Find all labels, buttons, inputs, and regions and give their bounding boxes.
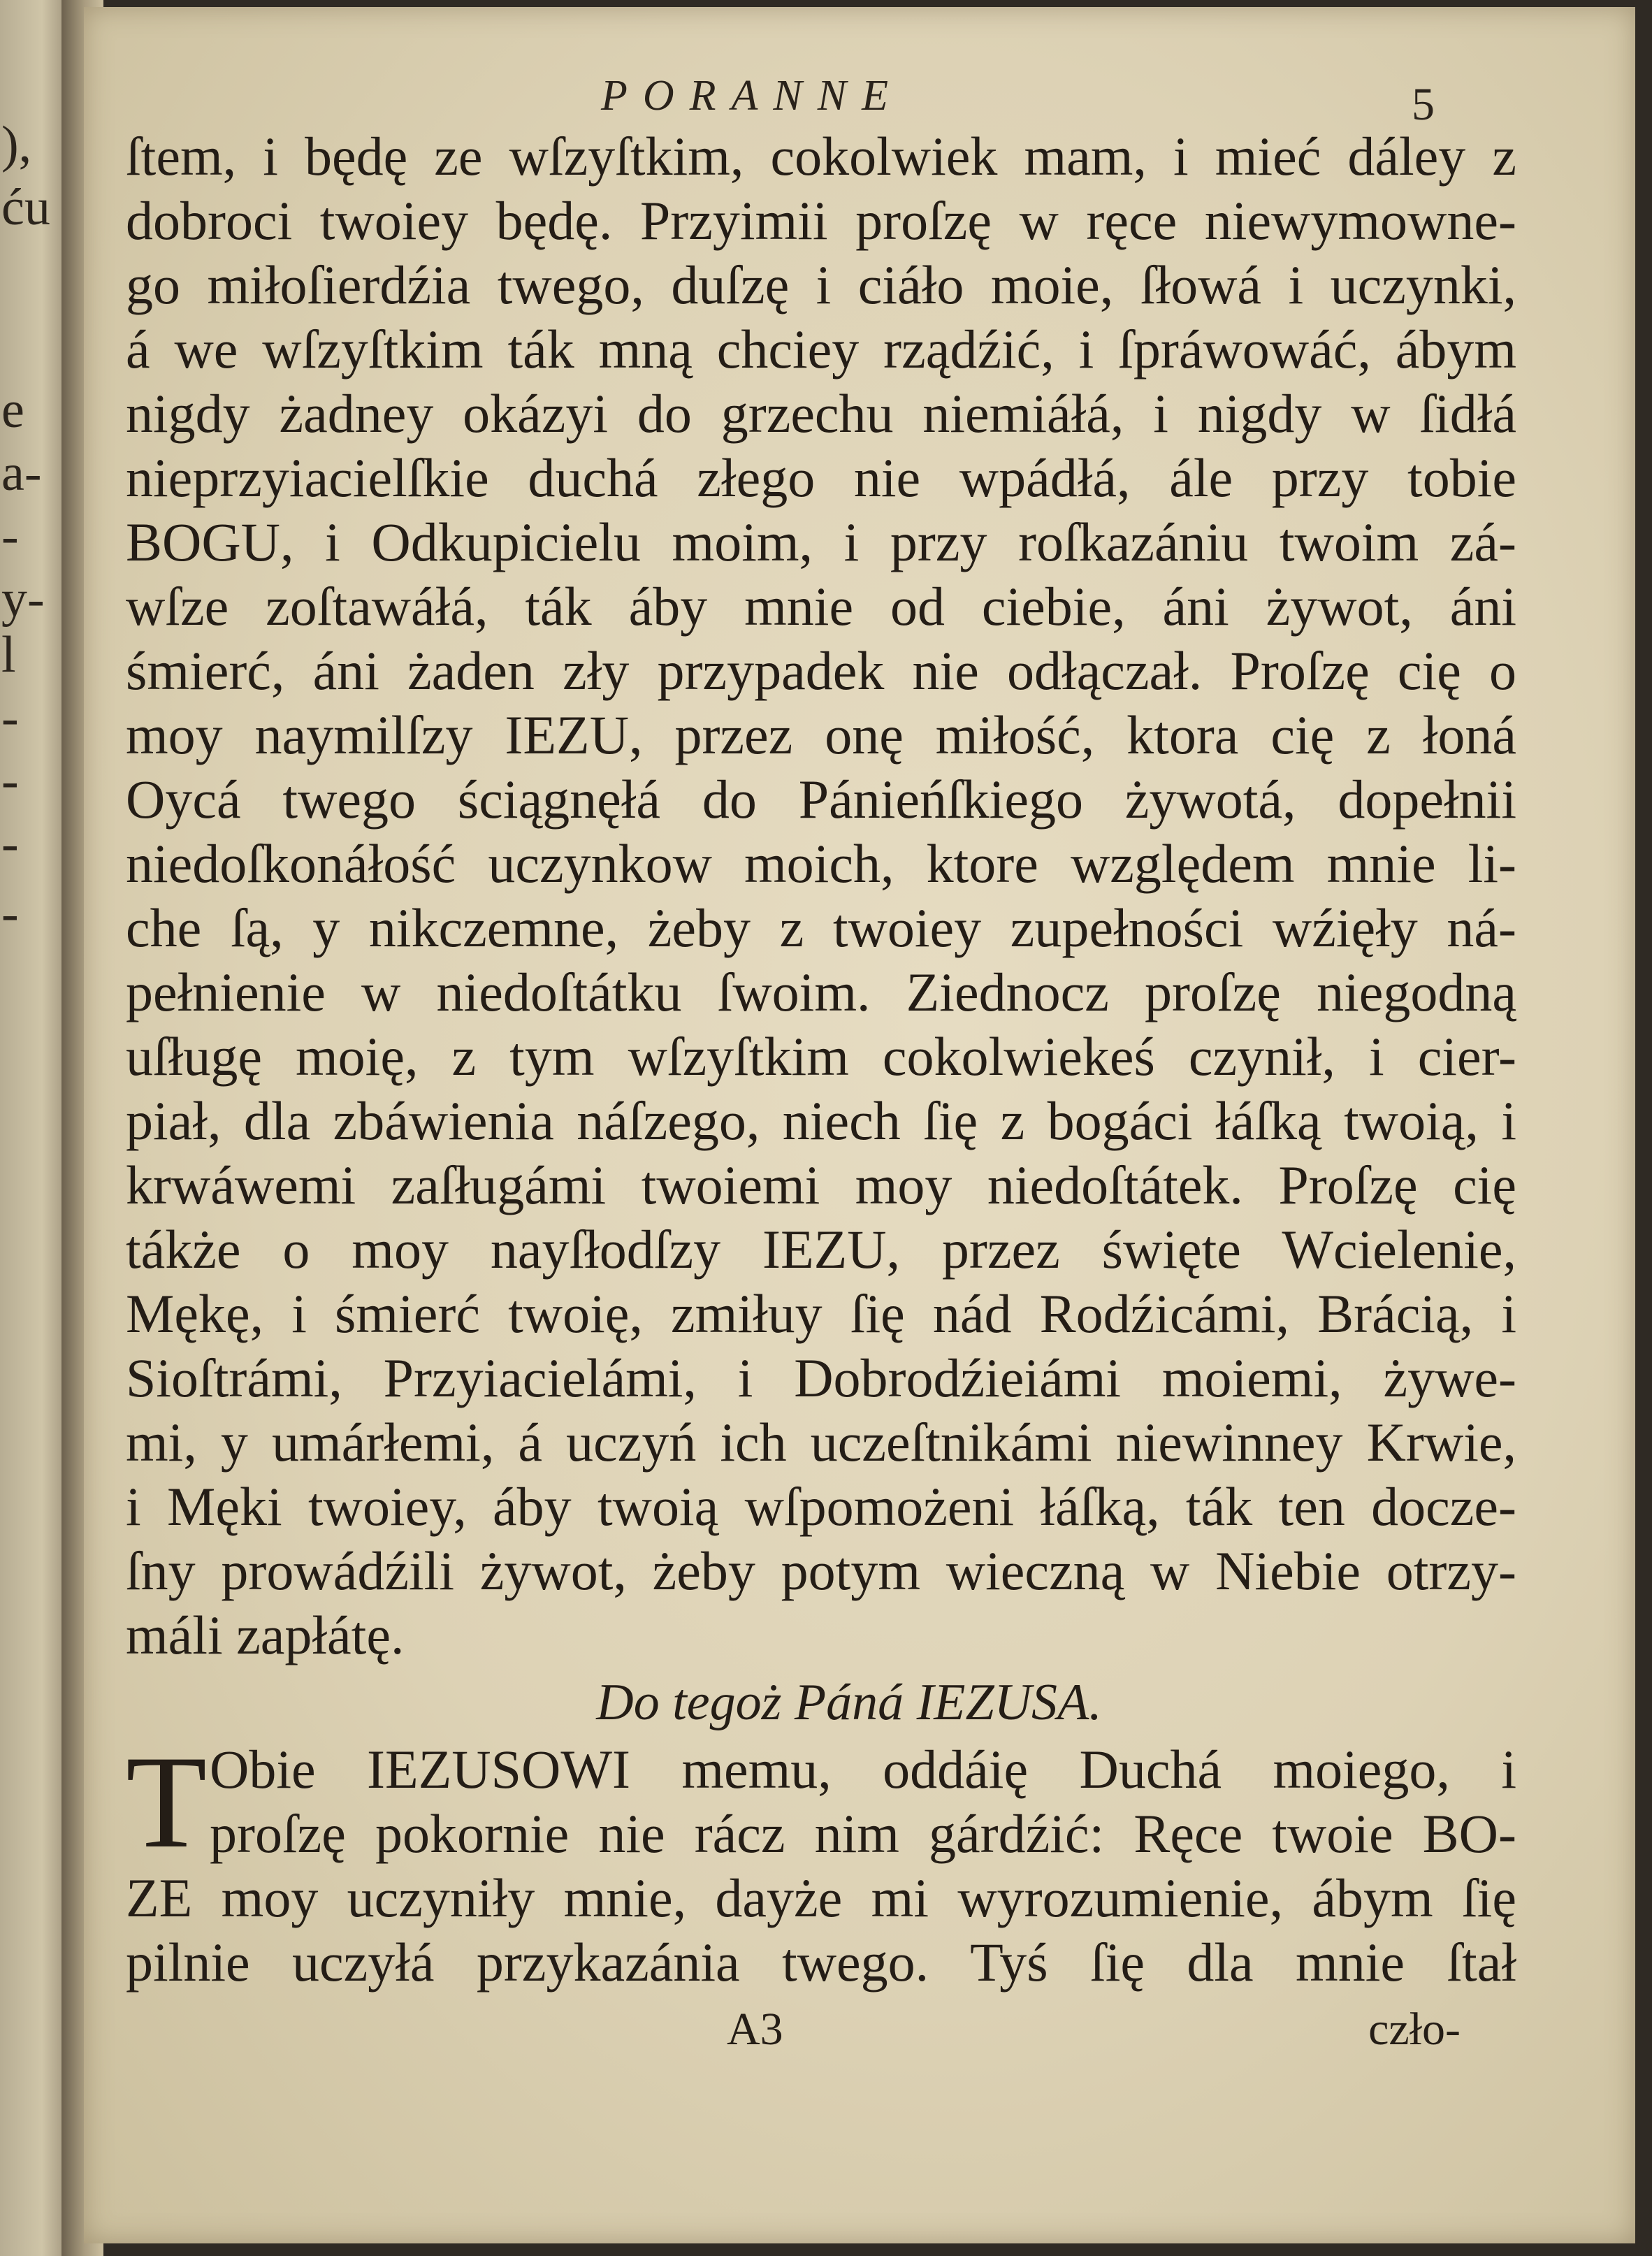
- text-line: máli zapłátę.: [126, 1605, 405, 1665]
- text-line: niedoſkonáłość uczynkow moich, ktore względem mnie li-: [126, 833, 1516, 894]
- prev-page-fragment: ),: [1, 116, 32, 173]
- page-number: 5: [1412, 79, 1435, 130]
- prev-page-fragment: -: [1, 689, 19, 746]
- text-line: pełnienie w niedoſtátku ſwoim. Ziednocz proſzę niegodną: [126, 962, 1516, 1022]
- prev-page-fragment: -: [1, 752, 19, 809]
- page-body: [126, 124, 1516, 2062]
- text-line: á we wſzyſtkim ták mną chciey rządźić, i ſpráwowáć, ábym: [126, 319, 1516, 379]
- text-line: Mękę, i śmierć twoię, zmiłuy ſię nád Rodźicámi, Brácią, i: [126, 1283, 1516, 1344]
- text-line: śmierć, áni żaden zły przypadek nie odłączał. Proſzę cię o: [126, 640, 1516, 701]
- prev-page-fragment: -: [1, 815, 19, 872]
- previous-page-edge: [0, 0, 70, 2256]
- section-title: Do tegoż Páná IEZUSA.: [596, 1674, 1102, 1731]
- text-line: pilnie uczyłá przykazánia twego. Tyś ſię dla mnie ſtał: [126, 1932, 1516, 1993]
- catchword: czło-: [1368, 2004, 1461, 2055]
- running-head: PORANNE: [601, 72, 904, 120]
- text-line: mi, y umárłemi, á uczyń ich uczeſtnikámi niewinney Krwie,: [126, 1412, 1516, 1473]
- signature-mark: A3: [727, 2004, 783, 2055]
- page-footer: [126, 1997, 1516, 2062]
- text-line: ſny prowádźili żywot, żeby potym wieczną w Niebie otrzy-: [126, 1540, 1516, 1601]
- text-line: Oycá twego ściągnęłá do Pánieńſkiego żywotá, dopełnii: [126, 769, 1516, 830]
- prev-page-fragment: e: [1, 382, 24, 439]
- text-line: dobroci twoiey będę. Przyimii proſzę w ręce niewymowne-: [126, 190, 1516, 251]
- page-sheet: [84, 7, 1635, 2243]
- drop-cap: T: [126, 1729, 208, 1876]
- prev-page-fragment: y-: [1, 570, 45, 628]
- text-line: uſługę moię, z tym wſzyſtkim cokolwiekeś czynił, i cier-: [126, 1026, 1516, 1087]
- text-line: go miłoſierdźia twego, duſzę i ciáło moie, ſłowá i uczynki,: [126, 254, 1516, 315]
- prev-page-fragment: -: [1, 507, 19, 565]
- text-line: nigdy żadney okázyi do grzechu niemiáłá, i nigdy w ſidłá: [126, 383, 1516, 444]
- text-line: BOGU, i Odkupicielu moim, i przy roſkazániu twoim zá-: [126, 512, 1516, 572]
- text-line: ſtem, i będę ze wſzyſtkim, cokolwiek mam, i mieć dáley z: [126, 126, 1516, 187]
- text-line: Sioſtrámi, Przyiacielámi, i Dobrodźieiámi moiemi, żywe-: [126, 1347, 1516, 1408]
- text-line: che ſą, y nikczemne, żeby z twoiey zupełności wźięły ná-: [126, 897, 1516, 958]
- text-line: i Męki twoiey, áby twoią wſpomożeni łáſką, ták ten docze-: [126, 1476, 1516, 1537]
- text-line: ZE moy uczyniły mnie, dayże mi wyrozumienie, ábym ſię: [126, 1867, 1516, 1928]
- text-line: piał, dla zbáwienia náſzego, niech ſię z bogáci łáſką twoią, i: [126, 1090, 1516, 1151]
- paragraph-1: [126, 124, 1516, 1668]
- prev-page-fragment: ću: [1, 179, 50, 236]
- text-line: proſzę pokornie nie rácz nim gárdźić: Ręce twoie BO-: [210, 1803, 1516, 1864]
- text-line: nieprzyiacielſkie duchá złego nie wpádłá, ále przy tobie: [126, 447, 1516, 508]
- text-line: wſze zoſtawáłá, ták áby mnie od ciebie, áni żywot, áni: [126, 576, 1516, 637]
- prev-page-fragment: l: [1, 626, 16, 684]
- paragraph-2: [126, 1729, 1516, 1995]
- text-line: tákże o moy nayſłodſzy IEZU, przez święte Wcielenie,: [126, 1219, 1516, 1280]
- prev-page-fragment: -: [1, 885, 19, 942]
- prev-page-fragment: a-: [1, 444, 42, 502]
- text-line: Obie IEZUSOWI memu, oddáię Duchá moiego, i: [210, 1739, 1516, 1800]
- text-line: krwáwemi zaſługámi twoiemi moy niedoſtátek. Proſzę cię: [126, 1155, 1516, 1215]
- text-line: moy naymilſzy IEZU, przez onę miłość, ktora cię z łoná: [126, 704, 1516, 765]
